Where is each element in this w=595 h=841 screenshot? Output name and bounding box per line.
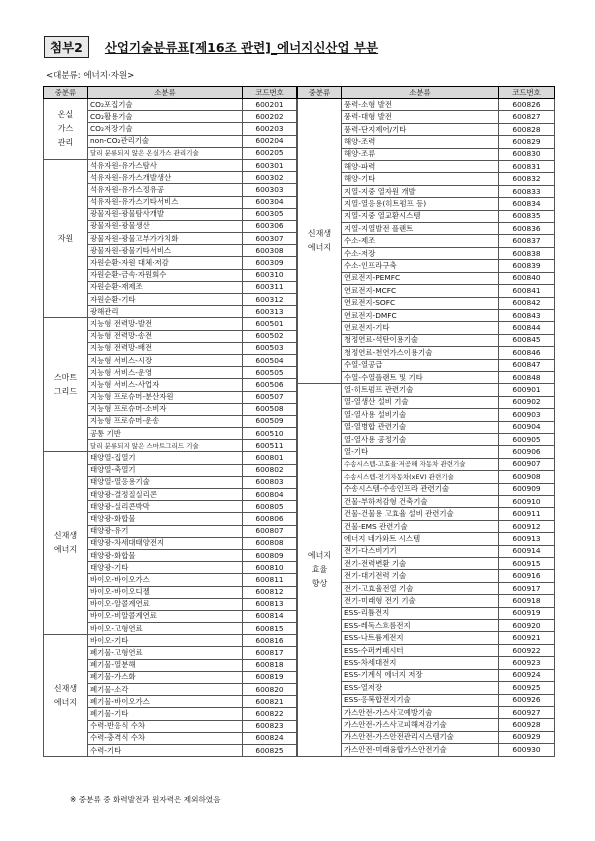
code-cell: 600815 <box>243 623 297 635</box>
code-cell: 600802 <box>243 464 297 476</box>
code-cell: 600909 <box>499 483 555 495</box>
code-cell: 600906 <box>499 446 555 458</box>
sub-category-cell: 태양열-열응용기술 <box>88 476 243 488</box>
sub-category-cell: 전기-다스비기기 <box>342 545 499 557</box>
code-cell: 600304 <box>243 196 297 208</box>
code-cell: 600929 <box>499 731 555 743</box>
code-cell: 600920 <box>499 620 555 632</box>
table-row <box>298 99 555 111</box>
code-cell: 600843 <box>499 309 555 321</box>
code-cell: 600930 <box>499 744 555 757</box>
sub-category-cell: 바이오-고형연료 <box>88 623 243 635</box>
sub-category-cell: 광해관리 <box>88 306 243 318</box>
code-cell: 600823 <box>243 720 297 732</box>
sub-category-cell: 전기-대기전력 기술 <box>342 570 499 582</box>
code-cell: 600839 <box>499 260 555 272</box>
code-cell: 600829 <box>499 136 555 148</box>
sub-category-cell: 지능형 서비스-사업자 <box>88 379 243 391</box>
code-cell: 600313 <box>243 306 297 318</box>
code-cell: 600919 <box>499 607 555 619</box>
code-cell: 600806 <box>243 513 297 525</box>
sub-category-cell: 열-열사용 공정기술 <box>342 433 499 445</box>
sub-category-cell: 석유자원-유가스기타서비스 <box>88 196 243 208</box>
sub-category-cell: 수력-반응식 수차 <box>88 720 243 732</box>
sub-category-cell: 지능형 전력망-배전 <box>88 342 243 354</box>
code-cell: 600203 <box>243 123 297 135</box>
code-cell: 600831 <box>499 161 555 173</box>
sub-category-cell: 바이오-비알콜계연료 <box>88 610 243 622</box>
header-row <box>44 87 297 99</box>
code-cell: 600840 <box>499 272 555 284</box>
sub-category-cell: 태양광-기타 <box>88 562 243 574</box>
code-cell: 600832 <box>499 173 555 185</box>
sub-category-cell: 해양-기타 <box>342 173 499 185</box>
code-cell: 600825 <box>243 744 297 756</box>
sub-category-cell: 지열-지중 열자원 개발 <box>342 185 499 197</box>
title-row <box>44 36 378 58</box>
code-cell: 600312 <box>243 294 297 306</box>
sub-category-cell: 자원순환-기타 <box>88 294 243 306</box>
sub-category-cell: 폐기물-가스화 <box>88 671 243 683</box>
sub-category-cell: 광물자원-광물탐사개발 <box>88 208 243 220</box>
code-cell: 600922 <box>499 644 555 656</box>
code-cell: 600809 <box>243 549 297 561</box>
classification-tables <box>43 86 555 757</box>
code-cell: 600835 <box>499 210 555 222</box>
sub-category-cell: non-CO₂관리기술 <box>88 135 243 147</box>
mid-category-cell: 자원 <box>44 159 88 317</box>
sub-category-cell: CO₂활용기술 <box>88 111 243 123</box>
sub-category-cell: 광물자원-광물생산 <box>88 220 243 232</box>
code-cell: 600502 <box>243 330 297 342</box>
classification-table-left <box>43 86 297 757</box>
table-row <box>44 452 297 464</box>
code-cell: 600827 <box>499 111 555 123</box>
code-cell: 600807 <box>243 525 297 537</box>
code-cell: 600841 <box>499 285 555 297</box>
code-cell: 600830 <box>499 148 555 160</box>
code-cell: 600913 <box>499 533 555 545</box>
code-cell: 600820 <box>243 684 297 696</box>
sub-category-cell: 수송시스템-고효율·저공해 자동차 관련기술 <box>342 458 499 470</box>
sub-category-cell: 지열-열응용(히트펌프 등) <box>342 198 499 210</box>
sub-category-cell: ESS-열저장 <box>342 682 499 694</box>
code-cell: 600834 <box>499 198 555 210</box>
col-header-code: 코드번호 <box>243 87 297 99</box>
right-table-body <box>298 99 555 757</box>
sub-category-cell: 태양광-화합물 <box>88 549 243 561</box>
code-cell: 600926 <box>499 694 555 706</box>
sub-category-cell: ESS-리튬전지 <box>342 607 499 619</box>
code-cell: 600905 <box>499 433 555 445</box>
sub-category-cell: 지능형 프로슈머-소비자 <box>88 403 243 415</box>
sub-category-cell: 전기-고효율전열 기술 <box>342 582 499 594</box>
mid-category-cell: 온실 가스 관리 <box>44 99 88 160</box>
mid-category-cell: 신재생 에너지 <box>298 99 342 384</box>
mid-category-cell: 스마트 그리드 <box>44 318 88 452</box>
sub-category-cell: 건물-부하저감형 건축기술 <box>342 496 499 508</box>
code-cell: 600908 <box>499 471 555 483</box>
sub-category-cell: 연료전지-PEMFC <box>342 272 499 284</box>
code-cell: 600810 <box>243 562 297 574</box>
sub-category-cell: 연료전지-MCFC <box>342 285 499 297</box>
col-header-mid: 중분류 <box>44 87 88 99</box>
sub-category-cell: 바이오-기타 <box>88 635 243 647</box>
footnote: ※ 중분류 중 화력발전과 원자력은 제외하였음 <box>70 795 221 804</box>
table-row <box>44 318 297 330</box>
code-cell: 600910 <box>499 496 555 508</box>
sub-category-cell: 열-열생산 설비 기술 <box>342 396 499 408</box>
sub-category-cell: 수송시스템-수송인프라 관련기술 <box>342 483 499 495</box>
sub-category-cell: 자원순환-자원 대체·저감 <box>88 257 243 269</box>
sub-category-cell: 태양광-화합물 <box>88 513 243 525</box>
sub-category-cell: 달리 분류되지 않은 스마트그리드 기술 <box>88 440 243 452</box>
mid-category-cell: 신재생 에너지 <box>44 635 88 757</box>
table-row <box>44 99 297 111</box>
sub-category-cell: 수력-기타 <box>88 744 243 756</box>
code-cell: 600924 <box>499 669 555 681</box>
code-cell: 600846 <box>499 347 555 359</box>
sub-category-cell: 열-히트펌프 관련기술 <box>342 384 499 396</box>
sub-category-cell: 폐기물-바이오가스 <box>88 696 243 708</box>
sub-category-cell: 자원순환-금속·자원회수 <box>88 269 243 281</box>
code-cell: 600927 <box>499 706 555 718</box>
code-cell: 600505 <box>243 367 297 379</box>
sub-category-cell: 풍력-대형 발전 <box>342 111 499 123</box>
code-cell: 600301 <box>243 159 297 171</box>
code-cell: 600808 <box>243 537 297 549</box>
sub-category-cell: 수소-저장 <box>342 247 499 259</box>
code-cell: 600844 <box>499 322 555 334</box>
sub-category-cell: 지능형 프로슈머-운송 <box>88 415 243 427</box>
sub-category-cell: 태양광-유기 <box>88 525 243 537</box>
code-cell: 600310 <box>243 269 297 281</box>
sub-category-cell: 태양열-집열기 <box>88 452 243 464</box>
code-cell: 600918 <box>499 595 555 607</box>
code-cell: 600901 <box>499 384 555 396</box>
code-cell: 600912 <box>499 520 555 532</box>
code-cell: 600928 <box>499 719 555 731</box>
code-cell: 600804 <box>243 489 297 501</box>
code-cell: 600204 <box>243 135 297 147</box>
attachment-badge: 첨부2 <box>44 36 89 58</box>
sub-category-cell: 가스안전-미래융합가스안전기술 <box>342 744 499 757</box>
sub-category-cell: 가스안전-가스사고예방기술 <box>342 706 499 718</box>
sub-category-cell: 전기-미래형 전기 기술 <box>342 595 499 607</box>
code-cell: 600813 <box>243 598 297 610</box>
sub-category-cell: 수열-열공급 <box>342 359 499 371</box>
code-cell: 600302 <box>243 172 297 184</box>
sub-category-cell: 폐기물-소각 <box>88 684 243 696</box>
sub-category-cell: 건물-건물용 고효율 설비 관련기술 <box>342 508 499 520</box>
sub-category-cell: ESS-레독스흐름전지 <box>342 620 499 632</box>
sub-category-cell: 바이오-알콜계연료 <box>88 598 243 610</box>
code-cell: 600311 <box>243 281 297 293</box>
code-cell: 600507 <box>243 391 297 403</box>
col-header-mid: 중분류 <box>298 87 342 99</box>
code-cell: 600805 <box>243 501 297 513</box>
code-cell: 600509 <box>243 415 297 427</box>
sub-category-cell: ESS-차세대전지 <box>342 657 499 669</box>
code-cell: 600308 <box>243 245 297 257</box>
sub-category-cell: 폐기물-기타 <box>88 708 243 720</box>
sub-category-cell: 청정연료-천연가스이용기술 <box>342 347 499 359</box>
code-cell: 600811 <box>243 574 297 586</box>
sub-category-cell: 수력-충격식 수차 <box>88 732 243 744</box>
sub-category-cell: 에너지 네가와트 시스템 <box>342 533 499 545</box>
table-row <box>44 159 297 171</box>
code-cell: 600838 <box>499 247 555 259</box>
sub-category-cell: 연료전지-SOFC <box>342 297 499 309</box>
code-cell: 600511 <box>243 440 297 452</box>
sub-category-cell: 풍력-소형 발전 <box>342 99 499 111</box>
sub-category-cell: 전기-전력변환 기술 <box>342 558 499 570</box>
col-header-code: 코드번호 <box>499 87 555 99</box>
table-row <box>44 635 297 647</box>
col-header-sub: 소분류 <box>88 87 243 99</box>
sub-category-cell: ESS-기계식 에너지 저장 <box>342 669 499 681</box>
code-cell: 600503 <box>243 342 297 354</box>
sub-category-cell: 해양-조력 <box>342 136 499 148</box>
code-cell: 600803 <box>243 476 297 488</box>
header-row <box>298 87 555 99</box>
code-cell: 600504 <box>243 354 297 366</box>
sub-category-cell: 지능형 전력망-송전 <box>88 330 243 342</box>
code-cell: 600305 <box>243 208 297 220</box>
sub-category-cell: 석유자원-유가스개발생산 <box>88 172 243 184</box>
sub-category-cell: 해양-조류 <box>342 148 499 160</box>
code-cell: 600201 <box>243 99 297 111</box>
code-cell: 600921 <box>499 632 555 644</box>
sub-category-cell: 바이오-바이오디젤 <box>88 586 243 598</box>
sub-category-cell: 열-열사용 설비기술 <box>342 409 499 421</box>
sub-category-cell: 태양광-실리콘박막 <box>88 501 243 513</box>
sub-category-cell: 공통 기반 <box>88 428 243 440</box>
sub-category-cell: 지열-지열발전 플랜트 <box>342 223 499 235</box>
code-cell: 600818 <box>243 659 297 671</box>
sub-category-cell: 열-기타 <box>342 446 499 458</box>
code-cell: 600202 <box>243 111 297 123</box>
category-subheading: <대분류: 에너지·자원> <box>46 71 135 81</box>
code-cell: 600828 <box>499 123 555 135</box>
sub-category-cell: 건물-EMS 관련기술 <box>342 520 499 532</box>
code-cell: 600914 <box>499 545 555 557</box>
left-table-body <box>44 99 297 757</box>
sub-category-cell: 광물자원-광물기타서비스 <box>88 245 243 257</box>
code-cell: 600848 <box>499 371 555 383</box>
mid-category-cell: 에너지 효율 향상 <box>298 384 342 757</box>
sub-category-cell: 가스안전-가스사고피해저감기술 <box>342 719 499 731</box>
sub-category-cell: 폐기물-고형연료 <box>88 647 243 659</box>
code-cell: 600836 <box>499 223 555 235</box>
sub-category-cell: 지능형 전력망-발전 <box>88 318 243 330</box>
code-cell: 600915 <box>499 558 555 570</box>
code-cell: 600205 <box>243 147 297 159</box>
code-cell: 600506 <box>243 379 297 391</box>
sub-category-cell: 수송시스템-전기자동차(xEV) 관련기술 <box>342 471 499 483</box>
sub-category-cell: CO₂포집기술 <box>88 99 243 111</box>
code-cell: 600847 <box>499 359 555 371</box>
sub-category-cell: 태양광-차세대태양전지 <box>88 537 243 549</box>
sub-category-cell: 태양열-축열기 <box>88 464 243 476</box>
code-cell: 600822 <box>243 708 297 720</box>
code-cell: 600817 <box>243 647 297 659</box>
code-cell: 600801 <box>243 452 297 464</box>
sub-category-cell: 해양-파력 <box>342 161 499 173</box>
code-cell: 600821 <box>243 696 297 708</box>
sub-category-cell: 달리 분류되지 않은 온실가스 관리기술 <box>88 147 243 159</box>
sub-category-cell: 바이오-바이오가스 <box>88 574 243 586</box>
classification-table-right <box>297 86 555 757</box>
sub-category-cell: 가스안전-가스안전관리시스템기술 <box>342 731 499 743</box>
code-cell: 600501 <box>243 318 297 330</box>
code-cell: 600307 <box>243 233 297 245</box>
code-cell: 600917 <box>499 582 555 594</box>
sub-category-cell: 풍력-단지제어/기타 <box>342 123 499 135</box>
code-cell: 600833 <box>499 185 555 197</box>
sub-category-cell: 수소-인프라구축 <box>342 260 499 272</box>
code-cell: 600306 <box>243 220 297 232</box>
sub-category-cell: 청정연료-석탄이용기술 <box>342 334 499 346</box>
code-cell: 600812 <box>243 586 297 598</box>
code-cell: 600911 <box>499 508 555 520</box>
sub-category-cell: 열-열병합 관련기술 <box>342 421 499 433</box>
code-cell: 600814 <box>243 610 297 622</box>
code-cell: 600819 <box>243 671 297 683</box>
code-cell: 600916 <box>499 570 555 582</box>
code-cell: 600907 <box>499 458 555 470</box>
sub-category-cell: 연료전지-DMFC <box>342 309 499 321</box>
code-cell: 600309 <box>243 257 297 269</box>
sub-category-cell: 태양광-결정질실리콘 <box>88 489 243 501</box>
code-cell: 600845 <box>499 334 555 346</box>
sub-category-cell: CO₂저장기술 <box>88 123 243 135</box>
table-row <box>298 384 555 396</box>
sub-category-cell: 석유자원-유가스탐사 <box>88 159 243 171</box>
sub-category-cell: 지능형 서비스-시장 <box>88 354 243 366</box>
sub-category-cell: ESS-나트륨계전지 <box>342 632 499 644</box>
sub-category-cell: 지열-지중 열교환시스템 <box>342 210 499 222</box>
sub-category-cell: ESS-수퍼커패시터 <box>342 644 499 656</box>
mid-category-cell: 신재생 에너지 <box>44 452 88 635</box>
code-cell: 600816 <box>243 635 297 647</box>
code-cell: 600837 <box>499 235 555 247</box>
page-title: 산업기술분류표[제16조 관련]_에너지신산업 부분 <box>104 40 379 55</box>
code-cell: 600904 <box>499 421 555 433</box>
sub-category-cell: 수열-수열플랜트 및 기타 <box>342 371 499 383</box>
col-header-sub: 소분류 <box>342 87 499 99</box>
sub-category-cell: 지능형 프로슈머-분산자원 <box>88 391 243 403</box>
sub-category-cell: 연료전지-기타 <box>342 322 499 334</box>
code-cell: 600508 <box>243 403 297 415</box>
sub-category-cell: 지능형 서비스-운영 <box>88 367 243 379</box>
code-cell: 600510 <box>243 428 297 440</box>
code-cell: 600842 <box>499 297 555 309</box>
code-cell: 600824 <box>243 732 297 744</box>
sub-category-cell: 석유자원-유가스정유공 <box>88 184 243 196</box>
code-cell: 600902 <box>499 396 555 408</box>
sub-category-cell: 자원순환-재제조 <box>88 281 243 293</box>
sub-category-cell: ESS-응복합전지기술 <box>342 694 499 706</box>
sub-category-cell: 수소-제조 <box>342 235 499 247</box>
code-cell: 600923 <box>499 657 555 669</box>
sub-category-cell: 폐기물-열분해 <box>88 659 243 671</box>
sub-category-cell: 광물자원-광물고부가가치화 <box>88 233 243 245</box>
code-cell: 600925 <box>499 682 555 694</box>
code-cell: 600303 <box>243 184 297 196</box>
code-cell: 600903 <box>499 409 555 421</box>
code-cell: 600826 <box>499 99 555 111</box>
